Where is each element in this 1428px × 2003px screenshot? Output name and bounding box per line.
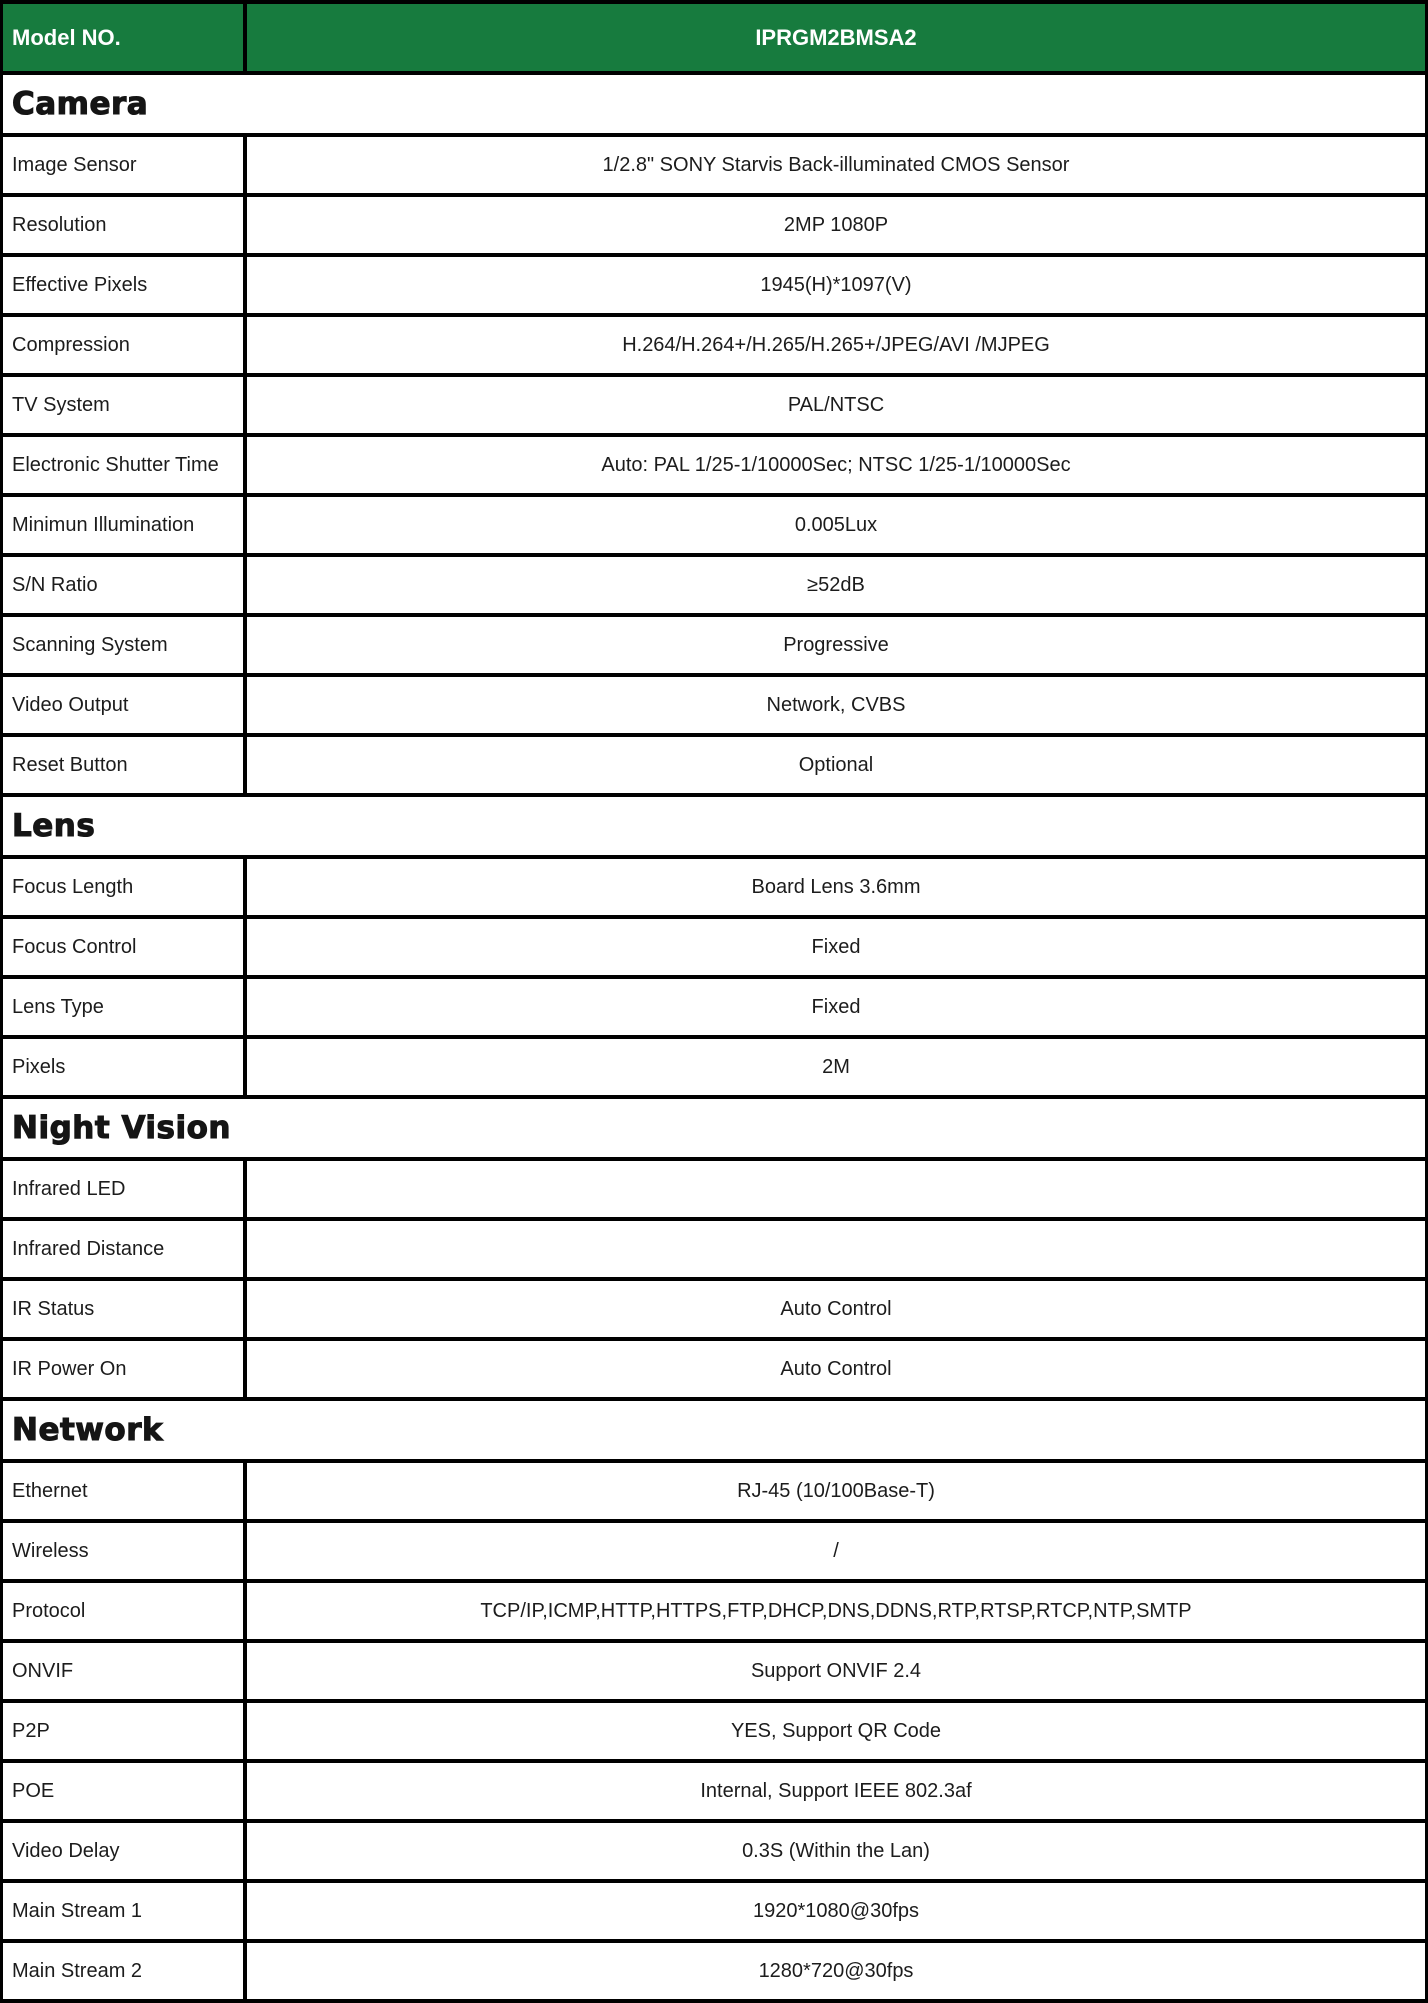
spec-label: Main Stream 1 [3,1883,247,1939]
spec-row-compression [3,317,1425,377]
section-row-network [3,1401,1425,1463]
spec-value: Support ONVIF 2.4 [750,1659,922,1682]
spec-value: 0.005Lux [794,513,878,536]
section-title-camera: Camera [12,86,149,122]
spec-row-infrared-distance [3,1221,1425,1281]
spec-row-ethernet [3,1463,1425,1523]
spec-value [247,1161,1425,1217]
spec-label: Ethernet [3,1463,247,1519]
spec-row-effective-pixels [3,257,1425,317]
spec-label: IR Power On [3,1341,247,1397]
spec-row-ir-power-on [3,1341,1425,1401]
spec-label: Scanning System [3,617,247,673]
spec-label: Compression [3,317,247,373]
spec-value: H.264/H.264+/H.265/H.265+/JPEG/AVI /MJPEG [622,333,1050,356]
spec-value: Auto Control [780,1357,892,1380]
spec-value: 0.3S (Within the Lan) [742,1839,930,1862]
spec-label: Image Sensor [3,137,247,193]
spec-row-electronic-shutter-time [3,437,1425,497]
spec-row-focus-length [3,859,1425,919]
spec-label: P2P [3,1703,247,1759]
section-row-lens [3,797,1425,859]
spec-row-tv-system [3,377,1425,437]
spec-value: / [833,1539,839,1562]
spec-row-pixels [3,1039,1425,1099]
section-title-night-vision: Night Vision [12,1110,231,1146]
spec-row-reset-button [3,737,1425,797]
model-no-value: IPRGM2BMSA2 [247,4,1425,71]
spec-row-minimun-illumination [3,497,1425,557]
model-no-label: Model NO. [3,4,247,71]
spec-label: TV System [3,377,247,433]
spec-label: Infrared Distance [3,1221,247,1277]
spec-row-focus-control [3,919,1425,979]
spec-value: PAL/NTSC [787,393,885,416]
spec-value: 2M [822,1055,850,1078]
spec-value [247,1221,1425,1277]
spec-row-main-stream-2 [3,1943,1425,2003]
spec-value: 2MP 1080P [783,213,889,236]
spec-row-resolution [3,197,1425,257]
spec-row-infrared-led [3,1161,1425,1221]
spec-label: Resolution [3,197,247,253]
spec-row-poe [3,1763,1425,1823]
spec-row-scanning-system [3,617,1425,677]
sections-container [3,75,1425,2003]
section-title-network: Network [12,1412,164,1448]
spec-row-s-n-ratio [3,557,1425,617]
spec-row-video-output [3,677,1425,737]
spec-label: Main Stream 2 [3,1943,247,1999]
spec-value: Optional [798,753,874,776]
spec-row-video-delay [3,1823,1425,1883]
spec-row-ir-status [3,1281,1425,1341]
spec-label: Minimun Illumination [3,497,247,553]
spec-label: Wireless [3,1523,247,1579]
spec-value: Network, CVBS [766,693,906,716]
spec-value: ≥52dB [807,573,865,596]
spec-label: Lens Type [3,979,247,1035]
spec-row-protocol [3,1583,1425,1643]
spec-label: S/N Ratio [3,557,247,613]
spec-value: Progressive [783,633,889,656]
spec-label: Focus Control [3,919,247,975]
spec-label: Reset Button [3,737,247,793]
section-row-camera [3,75,1425,137]
spec-label: IR Status [3,1281,247,1337]
spec-value: Auto Control [780,1297,892,1320]
spec-row-p2p [3,1703,1425,1763]
spec-label: ONVIF [3,1643,247,1699]
spec-label: Focus Length [3,859,247,915]
spec-row-wireless [3,1523,1425,1583]
spec-label: POE [3,1763,247,1819]
spec-value: RJ-45 (10/100Base-T) [737,1479,935,1502]
spec-row-lens-type [3,979,1425,1039]
section-title-lens: Lens [12,808,96,844]
spec-value: 1/2.8" SONY Starvis Back-illuminated CMOS Sensor [602,153,1070,176]
spec-label: Video Output [3,677,247,733]
spec-value: Board Lens 3.6mm [751,875,921,898]
spec-value: TCP/IP,ICMP,HTTP,HTTPS,FTP,DHCP,DNS,DDNS,RTP,RTSP,RTCP,NTP,SMTP [480,1599,1192,1622]
spec-label: Electronic Shutter Time [3,437,247,493]
model-header-row [3,4,1425,75]
spec-value: Internal, Support IEEE 802.3af [700,1779,972,1802]
spec-label: Effective Pixels [3,257,247,313]
spec-value: 1920*1080@30fps [753,1899,919,1922]
spec-value: Auto: PAL 1/25-1/10000Sec; NTSC 1/25-1/10000Sec [601,453,1071,476]
spec-label: Protocol [3,1583,247,1639]
section-row-night-vision [3,1099,1425,1161]
spec-label: Video Delay [3,1823,247,1879]
spec-row-image-sensor [3,137,1425,197]
spec-value: 1280*720@30fps [758,1959,914,1982]
spec-row-onvif [3,1643,1425,1703]
spec-value: YES, Support QR Code [730,1719,942,1742]
spec-label: Infrared LED [3,1161,247,1217]
spec-label: Pixels [3,1039,247,1095]
spec-row-main-stream-1 [3,1883,1425,1943]
spec-value: 1945(H)*1097(V) [760,273,912,296]
spec-value: Fixed [811,995,861,1018]
spec-value: Fixed [811,935,861,958]
